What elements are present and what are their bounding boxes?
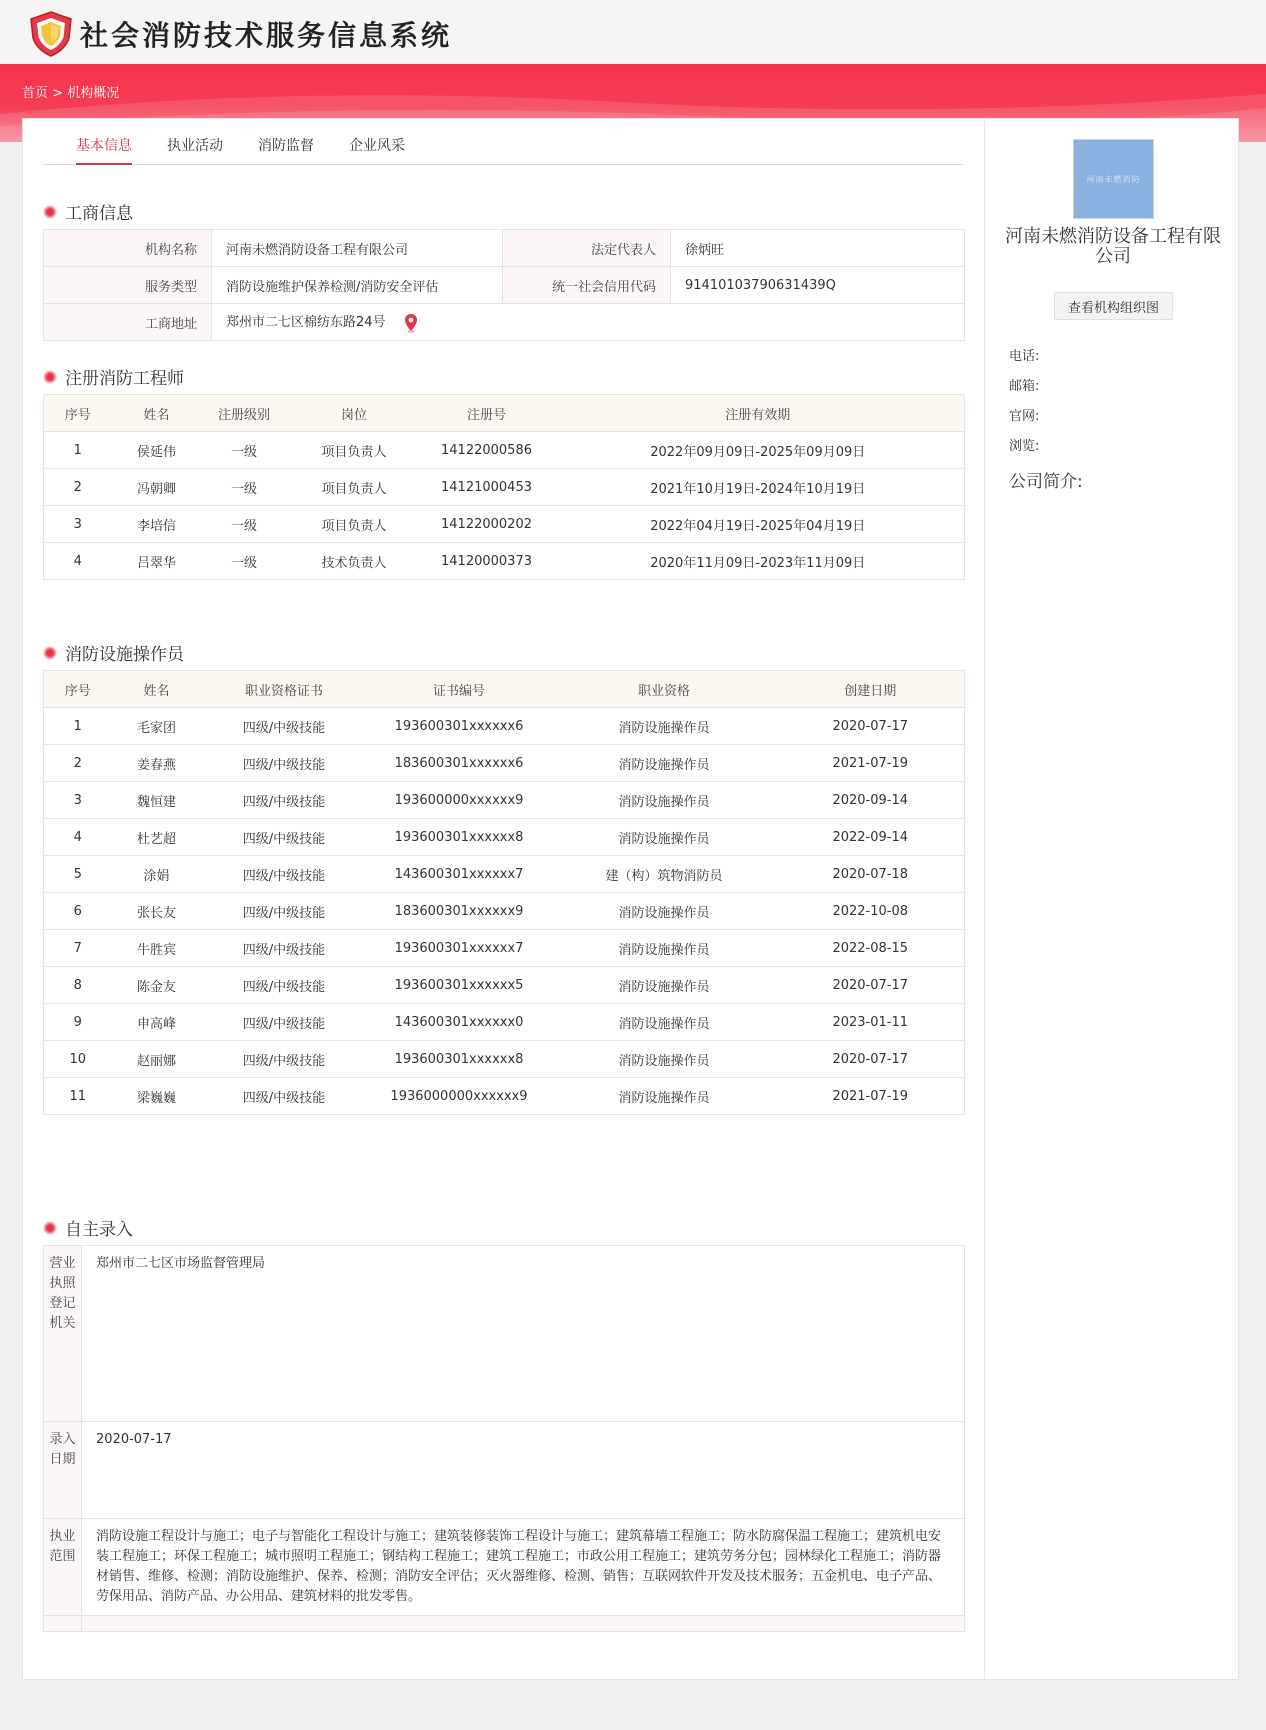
section-dot-icon [43, 370, 57, 384]
address-cell [212, 304, 965, 341]
column-header: 注册号 [422, 395, 552, 432]
section-dot-icon [43, 646, 57, 660]
service-type-value: 消防设施维护保养检测/消防安全评估 [212, 267, 503, 304]
legal-rep-label: 法定代表人 [503, 230, 671, 267]
table-row: 4 杜艺超 四级/中级技能 193600301xxxxxx8 消防设施操作员 2022-09-14 [44, 819, 965, 856]
site-header [0, 0, 1266, 64]
map-pin-icon[interactable] [404, 313, 418, 333]
company-logo [1073, 139, 1154, 219]
org-name-value: 河南未燃消防设备工程有限公司 [212, 230, 503, 267]
table-header-row [44, 395, 965, 432]
website-label: 官网: [1009, 409, 1040, 424]
org-name-label: 机构名称 [44, 230, 212, 267]
registration-authority-value: 郑州市二七区市场监督管理局 [82, 1246, 965, 1422]
address-value: 郑州市二七区棉纺东路24号 [226, 315, 386, 331]
table-row: 4 吕翠华 一级 技术负责人 14120000373 2020年11月09日-2023年11月09日 [73, 553, 866, 571]
table-row: 9 申高峰 四级/中级技能 143600301xxxxxx0 消防设施操作员 2023-01-11 [44, 1004, 965, 1041]
column-header: 证书编号 [367, 671, 552, 708]
column-header: 创建日期 [777, 671, 965, 708]
business-scope-label: 执业范围 [44, 1519, 82, 1616]
company-sidebar [984, 119, 1240, 1679]
table-row: 10 赵丽娜 四级/中级技能 193600301xxxxxx8 消防设施操作员 2020-07-17 [44, 1041, 965, 1078]
credit-code-value: 91410103790631439Q [671, 267, 965, 304]
legal-rep-value: 徐炳旺 [671, 230, 965, 267]
column-header: 姓名 [112, 671, 202, 708]
tab-basic-info[interactable]: 基本信息 [76, 135, 132, 165]
table-row: 11 梁巍巍 四级/中级技能 1936000000xxxxxx9 消防设施操作员 2021-07-19 [69, 1088, 909, 1106]
table-row: 3 魏恒建 四级/中级技能 193600000xxxxxx9 消防设施操作员 2020-09-14 [44, 782, 965, 819]
table-row: 1 侯延伟 一级 项目负责人 14122000586 2022年09月09日-2025年09月09日 [44, 432, 965, 469]
main-content [23, 119, 984, 1679]
email-label: 邮箱: [1009, 379, 1040, 394]
table-row: 1 毛家团 四级/中级技能 193600301xxxxxx6 消防设施操作员 2020-07-17 [44, 708, 965, 745]
entry-date-label: 录入日期 [44, 1422, 82, 1519]
breadcrumb-separator: > [52, 86, 64, 101]
company-logo-text: 河南未燃消防 [1086, 174, 1141, 184]
engineers-title: 注册消防工程师 [43, 364, 184, 389]
self-entry-table [43, 1245, 965, 1632]
engineers-table [43, 394, 965, 580]
column-header: 注册有效期 [552, 395, 965, 432]
table-row: 2 姜春燕 四级/中级技能 183600301xxxxxx6 消防设施操作员 2021-07-19 [44, 745, 965, 782]
site-title: 社会消防技术服务信息系统 [80, 19, 453, 52]
operators-table [43, 670, 965, 1115]
breadcrumb [22, 82, 119, 101]
column-header: 序号 [44, 671, 112, 708]
table-row: 7 牛胜宾 四级/中级技能 193600301xxxxxx7 消防设施操作员 2022-08-15 [44, 930, 965, 967]
breadcrumb-current: 机构概况 [67, 86, 120, 101]
business-scope-value: 消防设施工程设计与施工；电子与智能化工程设计与施工；建筑装修装饰工程设计与施工；建筑幕墙工程施工；防水防腐保温工程施工；建筑机电安装工程施工；环保工程施工；城市照明工程施工；钢结构工程施工；建筑工程施工；市政公用工程施工；建筑劳务分包；园林绿化工程施工；消防器材销售、维修、检测；消防设施维护、保养、检测；消防安全评估；灭火器维修、检测、销售；互联网软件开发及技术服务；五金机电、电子产品、劳保用品、消防产品、办公用品、建筑材料的批发零售。 [82, 1519, 965, 1616]
operators-title: 消防设施操作员 [43, 640, 184, 665]
table-row: 3 李培信 一级 项目负责人 14122000202 2022年04月19日-2025年04月19日 [44, 506, 965, 543]
column-header: 序号 [44, 395, 112, 432]
views-label: 浏览: [1009, 439, 1040, 454]
table-row: 8 陈金友 四级/中级技能 193600301xxxxxx5 消防设施操作员 2020-07-17 [44, 967, 965, 1004]
column-header: 职业资格 [552, 671, 777, 708]
registration-authority-label: 营业执照登记机关 [44, 1246, 82, 1422]
entry-date-value: 2020-07-17 [82, 1422, 965, 1519]
business-info-table [43, 229, 965, 341]
phone-label: 电话: [1009, 349, 1040, 364]
self-entry-title: 自主录入 [43, 1215, 133, 1240]
shield-logo-icon [28, 10, 74, 58]
column-header: 注册级别 [202, 395, 287, 432]
column-header: 岗位 [287, 395, 422, 432]
tab-bar [43, 135, 963, 165]
tab-practice-activity[interactable]: 执业活动 [167, 138, 223, 154]
main-card [22, 118, 1239, 1680]
credit-code-label: 统一社会信用代码 [503, 267, 671, 304]
tab-fire-supervision[interactable]: 消防监督 [258, 138, 314, 154]
section-dot-icon [43, 205, 57, 219]
company-name: 河南未燃消防设备工程有限公司 [1005, 226, 1221, 267]
column-header: 职业资格证书 [202, 671, 367, 708]
table-header-row [44, 671, 965, 708]
table-row: 2 冯朝卿 一级 项目负责人 14121000453 2021年10月19日-2024年10月19日 [44, 469, 965, 506]
section-dot-icon [43, 1221, 57, 1235]
service-type-label: 服务类型 [44, 267, 212, 304]
table-row: 6 张长友 四级/中级技能 183600301xxxxxx9 消防设施操作员 2022-10-08 [44, 893, 965, 930]
tab-company-style[interactable]: 企业风采 [349, 138, 405, 154]
table-row: 5 涂娟 四级/中级技能 143600301xxxxxx7 建（构）筑物消防员 2020-07-18 [44, 856, 965, 893]
breadcrumb-home-link[interactable]: 首页 [22, 86, 49, 101]
address-label: 工商地址 [44, 304, 212, 341]
column-header: 姓名 [112, 395, 202, 432]
view-org-chart-button[interactable]: 查看机构组织图 [1054, 292, 1173, 320]
company-intro-label: 公司简介: [1009, 472, 1083, 492]
business-info-title: 工商信息 [43, 199, 133, 224]
